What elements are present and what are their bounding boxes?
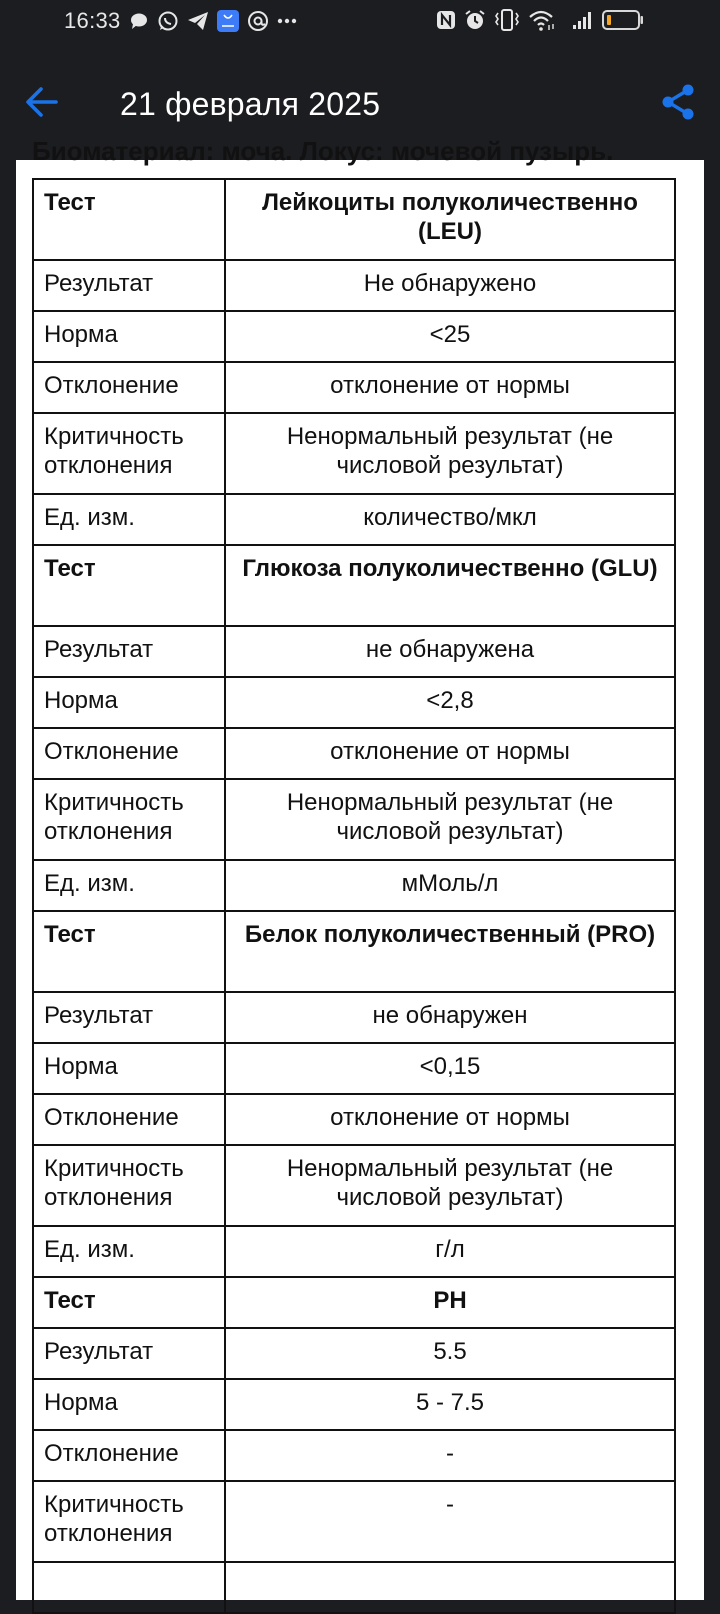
row-value: - [225,1430,675,1481]
row-value: Ненормальный результат (не числовой результат) [225,1145,675,1226]
table-row [33,1226,675,1277]
store-app-icon [217,10,239,32]
table-row [33,260,675,311]
vibrate-icon [494,9,520,31]
battery-low-icon [602,9,644,31]
table-row [33,311,675,362]
row-value: мМоль/л [225,860,675,911]
row-label: Критичность отклонения [33,1481,225,1562]
status-time: 16:33 [64,8,121,33]
table-row [33,626,675,677]
row-label [33,1562,225,1613]
table-row [33,413,675,494]
table-row [33,992,675,1043]
row-label: Ед. изм. [33,860,225,911]
row-value: <0,15 [225,1043,675,1094]
row-value: не обнаружена [225,626,675,677]
row-label: Отклонение [33,1430,225,1481]
row-label: Тест [33,1277,225,1328]
row-value [225,1562,675,1613]
row-label: Тест [33,545,225,626]
row-value: <2,8 [225,677,675,728]
row-value: Ненормальный результат (не числовой результат) [225,413,675,494]
nfc-icon [436,10,456,30]
arrow-left-icon [24,84,60,125]
row-label: Норма [33,1379,225,1430]
row-label: Отклонение [33,362,225,413]
row-label: Норма [33,1043,225,1094]
table-row [33,728,675,779]
row-label: Норма [33,677,225,728]
row-value: Ненормальный результат (не числовой результат) [225,779,675,860]
row-value: Лейкоциты полуколичественно (LEU) [225,179,675,260]
table-row [33,860,675,911]
row-label: Отклонение [33,728,225,779]
row-value: отклонение от нормы [225,1094,675,1145]
at-sign-icon [247,10,269,32]
chat-bubble-icon [129,11,149,31]
row-label: Ед. изм. [33,1226,225,1277]
row-value: отклонение от нормы [225,728,675,779]
row-value: - [225,1481,675,1562]
table-row [33,362,675,413]
table-row [33,494,675,545]
row-label: Результат [33,992,225,1043]
table-row [33,1145,675,1226]
back-button[interactable] [22,84,62,124]
table-row [33,1328,675,1379]
telegram-icon [187,11,209,31]
row-label: Результат [33,260,225,311]
row-value: PH [225,1277,675,1328]
row-label: Отклонение [33,1094,225,1145]
row-value: г/л [225,1226,675,1277]
row-value: Белок полуколичественный (PRO) [225,911,675,992]
row-label: Результат [33,626,225,677]
row-value: количество/мкл [225,494,675,545]
row-value: 5 - 7.5 [225,1379,675,1430]
test-header-row [33,545,675,626]
table-row [33,1430,675,1481]
table-row [33,1562,675,1613]
more-dots-icon [277,18,297,24]
row-label: Тест [33,179,225,260]
table-row [33,779,675,860]
row-value: Не обнаружено [225,260,675,311]
signal-icon [572,10,594,30]
share-button[interactable] [658,84,698,124]
alarm-icon [464,9,486,31]
row-value: <25 [225,311,675,362]
status-left [64,8,297,34]
test-header-row [33,179,675,260]
row-label: Критичность отклонения [33,413,225,494]
row-value: отклонение от нормы [225,362,675,413]
wifi-icon [528,9,556,31]
status-bar [0,0,720,44]
row-value: не обнаружен [225,992,675,1043]
results-content[interactable] [16,136,704,1600]
row-value: Глюкоза полуколичественно (GLU) [225,545,675,626]
test-header-row [33,911,675,992]
row-label: Ед. изм. [33,494,225,545]
row-label: Тест [33,911,225,992]
row-label: Норма [33,311,225,362]
whatsapp-icon [157,10,179,32]
table-row [33,1379,675,1430]
test-header-row [33,1277,675,1328]
results-table [32,178,676,1614]
table-row [33,1094,675,1145]
row-value: 5.5 [225,1328,675,1379]
row-label: Критичность отклонения [33,779,225,860]
share-icon [661,84,695,125]
status-right [436,9,644,31]
biomaterial-heading: Биоматериал: моча. Локус: мочевой пузырь. [32,136,614,166]
page-title: 21 февраля 2025 [120,86,381,122]
table-row [33,677,675,728]
row-label: Критичность отклонения [33,1145,225,1226]
table-row [33,1043,675,1094]
row-label: Результат [33,1328,225,1379]
table-row [33,1481,675,1562]
